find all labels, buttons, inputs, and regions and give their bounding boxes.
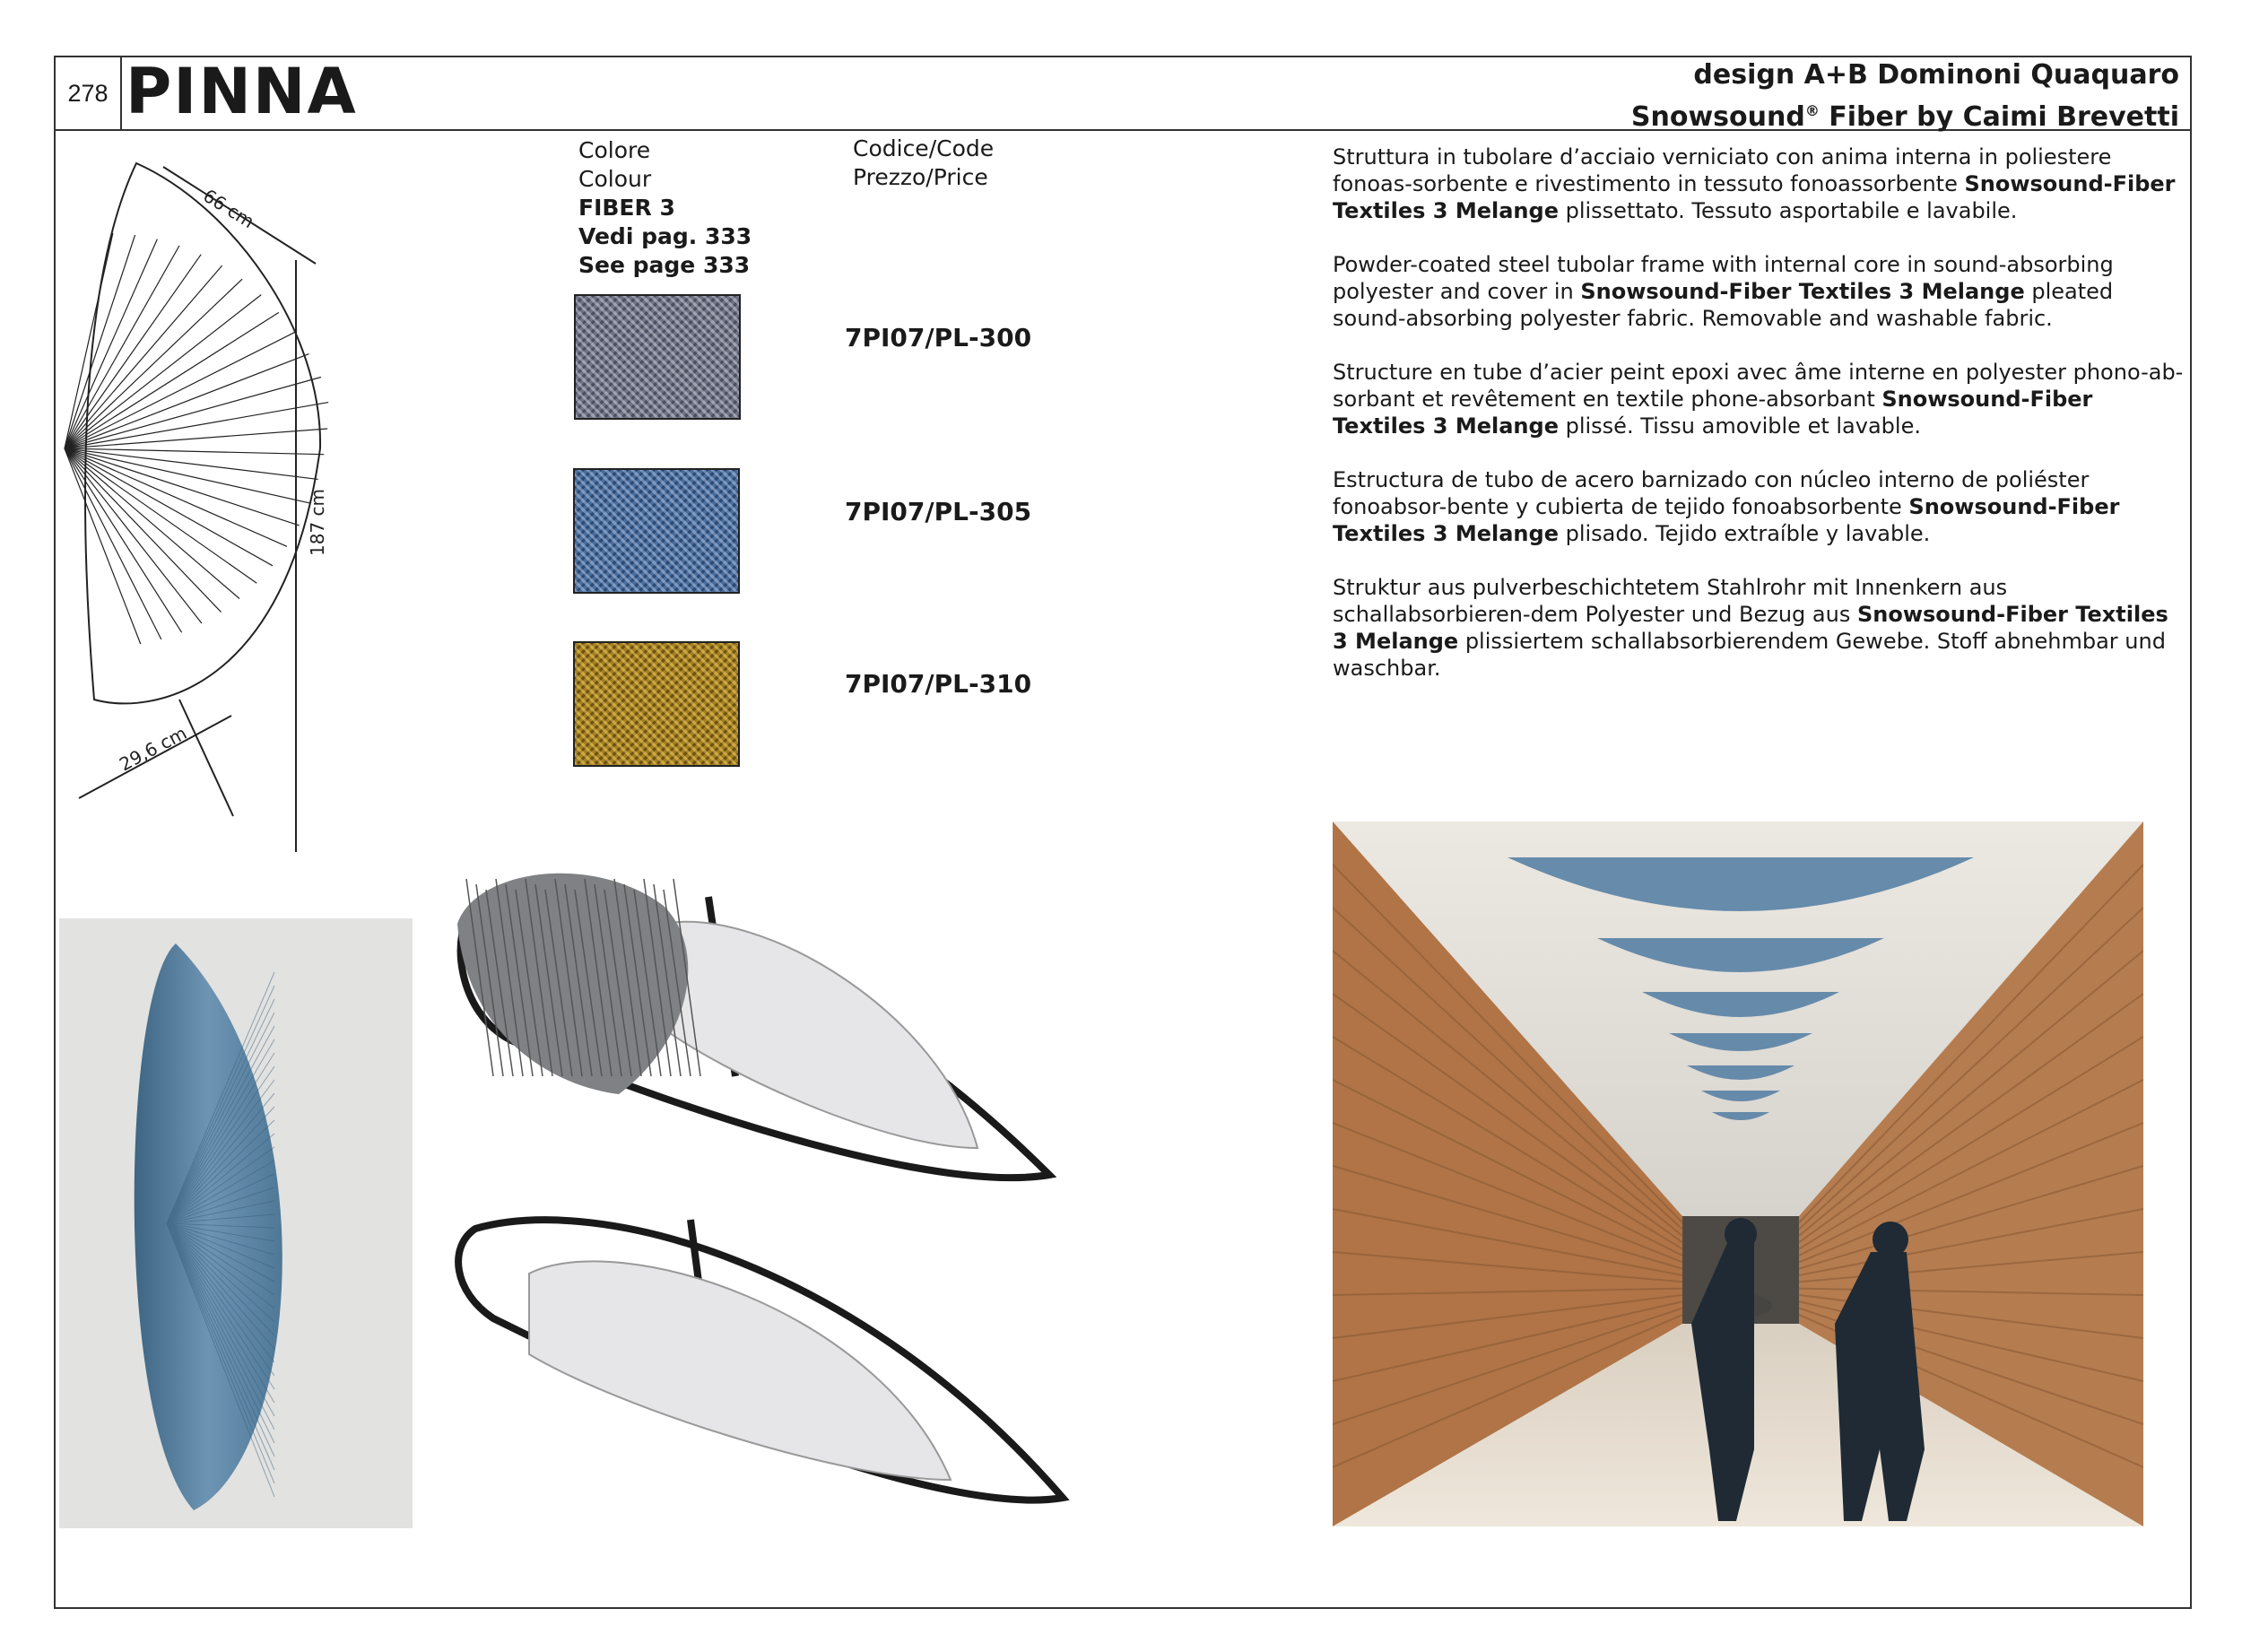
dim-ext-1 — [179, 700, 233, 816]
colour-label-it: Colore — [578, 137, 651, 163]
description-en: Powder-coated steel tubolar frame with internal core in sound-absorbing polyester and cover in Snowsound-Fiber Textiles 3 Melange pleated sound-absorbing polyester fabric. Removable and washable fabric. — [1333, 252, 2114, 331]
dim-label-top: 66 cm — [199, 184, 258, 233]
pleated-cover — [457, 874, 688, 1094]
fabric-suffix: Fiber by Caimi Brevetti — [1819, 101, 2179, 133]
product-code: 7PI07/PL-305 — [845, 497, 1032, 526]
foam-core-bottom — [529, 1261, 951, 1480]
fabric-credit — [1631, 93, 2179, 135]
dim-label-height: 187 cm — [307, 488, 328, 556]
see-page-it: Vedi pag. 333 — [578, 223, 752, 249]
designer-credits — [1631, 57, 2179, 135]
swatch-blue — [573, 468, 740, 594]
corridor-illustration — [1333, 822, 2143, 1526]
code-label: Codice/Code — [853, 135, 995, 161]
fabric-brand: Snowsound — [1630, 101, 1805, 133]
see-page-en: See page 333 — [578, 252, 751, 278]
designer-line: design A+B Dominoni Quaquaro — [1693, 59, 2179, 91]
installation-photo — [1333, 822, 2143, 1526]
registered-mark: ® — [1804, 102, 1820, 119]
frame-exploded-view — [439, 852, 1085, 1534]
description-fr: Structure en tube d’acier peint epoxi avec âme interne en polyester phono-ab-sorbant et revêtement en textile phone-absorbant Snowsound-Fiber Textiles 3 Melange plissé. Tissu amovible et lavable. — [1333, 360, 2184, 439]
product-photo-panel — [59, 918, 413, 1528]
product-code: 7PI07/PL-310 — [845, 669, 1032, 699]
technical-drawing — [54, 152, 341, 870]
price-label: Prezzo/Price — [853, 164, 988, 190]
code-column-header — [853, 135, 994, 192]
product-description — [1333, 143, 2185, 709]
dim-label-depth: 29,6 cm — [116, 722, 191, 776]
panel-illustration — [59, 918, 413, 1528]
page-number: 278 — [56, 57, 122, 129]
description-de: Struktur aus pulverbeschichtetem Stahlrohr mit Innenkern aus schallabsorbieren-dem Polyester und Bezug aus Snowsound-Fiber Textiles 3 Melange plissiertem schallabsorbierendem Gewebe. Stoff abnehmbar und waschbar. — [1333, 575, 2168, 681]
swatch-grey — [574, 294, 741, 420]
colour-label-en: Colour — [578, 166, 652, 192]
page-title: PINNA — [126, 55, 358, 128]
product-code: 7PI07/PL-300 — [845, 323, 1032, 352]
pleat-lines — [65, 233, 328, 644]
description-it: Struttura in tubolare d’acciaio verniciato con anima interna in poliestere fonoas-sorbente e rivestimento in tessuto fonoassorbente Snowsound-Fiber Textiles 3 Melange plissettato. Tessuto asportabile e lavabile. — [1333, 144, 2176, 223]
fabric-name: FIBER 3 — [578, 195, 675, 221]
colour-column-header — [578, 136, 752, 280]
swatch-gold — [573, 641, 740, 767]
description-es: Estructura de tubo de acero barnizado con núcleo interno de poliéster fonoabsor-bente y cubierta de tejido fonoabsorbente Snowsound-Fiber Textiles 3 Melange plisado. Tejido extraíble y lavable. — [1333, 467, 2120, 546]
